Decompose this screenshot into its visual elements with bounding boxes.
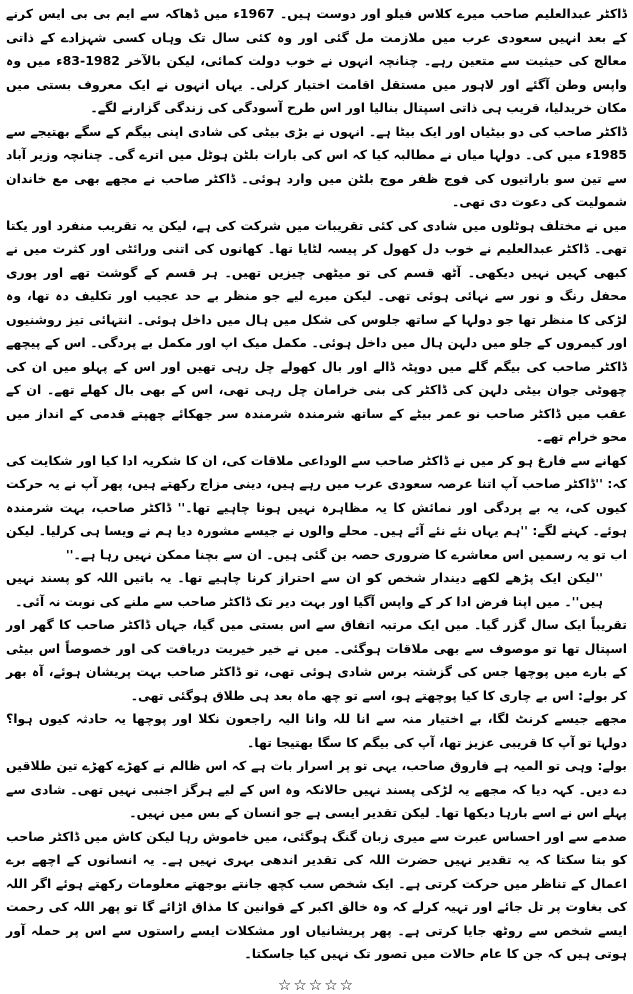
paragraph-1: ڈاکٹر عبدالعلیم صاحب میرے کلاس فیلو اور دوست ہیں۔ 1967ء میں ڈھاکہ سے ایم بی بی ایس کرنے کے بعد انہیں سعودی عرب میں ملازمت مل گئی اور وہ کئی سال تک وہاں کسی شہزادے کے ذاتی معالج کی حیثیت سے متعین رہے۔ چنانچہ انہوں نے خوب دولت کمائی، لیکن بالآخر 1982-83ء میں وہ واپس وطن آگئے اور لاہور میں مستقل اقامت اختیار کرلی۔ یہاں انہوں نے ایک معروف بستی میں مکان خریدلیا، قریب ہی ذاتی اسپتال بنالیا اور اس طرح آسودگی کی زندگی گزارنے لگے۔ [6, 6, 628, 115]
paragraph-7: مجھے جیسے کرنٹ لگا، بے اختیار منہ سے انا للہ وانا الیہ راجعون نکلا اور پوچھا یہ حادثہ کیوں ہوا؟ دولہا تو آپ کا قریبی عزیز تھا، آپ کی بیگم کا سگا بھتیجا تھا۔ [6, 711, 627, 750]
star-divider: ☆☆☆☆☆ [277, 975, 356, 994]
paragraph-9: صدمے سے اور احساس عبرت سے میری زبان گنگ ہوگئی، میں خاموش رہا لیکن کاش میں ڈاکٹر صاحب کو بتا سکتا کہ یہ تقدیر نہیں حضرت اللہ کی تقدیر اندھی بہری نہیں ہے۔ یہ انسانوں کے اچھے برے اعمال کے تناظر میں حرکت کرتی ہے۔ ایک شخص سب کچھ جانتے بوجھتے معلومات رکھتے ہوئے اگر اللہ کی بغاوت پر تل جائے اور تہیہ کرلے کہ وہ خالق اکبر کے قوانین کا مذاق اڑائے گا تو پھر اللہ کی رحمت ایسے شخص سے روٹھ جایا کرتی ہے۔ پھر پریشانیاں اور مشکلات ایسے راستوں سے اس پر حملہ آور ہوتی ہیں کہ جن کا عام حالات میں تصور تک نہیں کیا جاسکتا۔ [6, 828, 627, 961]
paragraph-8: بولے: وہی تو المیہ ہے فاروق صاحب، یہی تو پر اسرار بات ہے کہ اس ظالم نے کھڑے کھڑے تین طلاقیں دے دیں۔ کہہ دیا کہ مجھے یہ لڑکی پسند نہیں حالانکہ وہ اس کے لیے ہرگز اجنبی نہیں تھی۔ شادی سے پہلے اس نے اسے بارہا دیکھا تھا۔ لیکن تقدیر ایسی ہے جو انسان کے بس میں نہیں۔ [6, 758, 627, 820]
paragraph-3: میں نے مختلف ہوٹلوں میں شادی کی کئی تقریبات میں شرکت کی ہے، لیکن یہ تقریب منفرد اور یکتا تھی۔ ڈاکٹر عبدالعلیم نے خوب دل کھول کر پیسہ لٹایا تھا۔ کھانوں کی اتنی ورائٹی اور کثرت میں نے کبھی کہیں نہیں دیکھی۔ آٹھ قسم کی تو میٹھی چیزیں تھیں۔ ہر قسم کے گوشت تھے اور پوری محفل رنگ و نور سے نہائی ہوئی تھی۔ لیکن میرے لیے جو منظر بے حد عجیب اور تکلیف دہ تھا، وہ لڑکی کا منظر تھا جو دولہا کے ساتھ جلوس کی شکل میں ہال میں داخل ہوئی۔ انتہائی تیز روشنیوں اور کیمروں کے جلو میں دلہن ہال میں داخل ہوئی۔ مکمل میک اپ اور مکمل بے پردگی۔ اس کے پیچھے ڈاکٹر صاحب کی بیگم گلے میں دوپٹہ ڈالے اور بال کھولے چل رہی تھیں اور اس کے پہلو میں ان کی چھوٹی جوان بیٹی دلہن کی ڈاکٹر کی بنی خرامان چل رہی تھی، اس کے بھی بال کھلے تھے۔ ان کے عقب میں ڈاکٹر صاحب نو عمر بیٹے کے ساتھ شرمندہ شرمندہ سر جھکائے چھپتے قدمی کے انداز میں محو خرام تھے۔ [6, 217, 627, 444]
paragraph-2: ڈاکٹر صاحب کی دو بیٹیاں اور ایک بیٹا ہے۔ انہوں نے بڑی بیٹی کی شادی اپنی بیگم کے سگے بھتیجے سے 1985ء میں کی۔ دولہا میاں نے مطالبہ کیا کہ اس کی بارات بلٹن ہوٹل میں اترے گی۔ چنانچہ وزیر آباد سے تین سو باراتیوں کی فوج ظفر موج بلٹن میں وارد ہوئی۔ ڈاکٹر صاحب نے مجھے بھی مع خاندان شمولیت کی دعوت دی تھی۔ [6, 123, 627, 209]
paragraph-6: تقریباً ایک سال گزر گیا۔ میں ایک مرتبہ اتفاق سے اس بستی میں گیا، جہاں ڈاکٹر صاحب کا گھر اور اسپتال تھا تو موصوف سے بھی ملاقات ہوگئی۔ میں نے خیر خیریت دریافت کی اور خصوصاً اس بیٹی کے بارے میں پوچھا جس کی گزشتہ برس شادی ہوئی تھی، تو ڈاکٹر صاحب بہت پریشان ہوئے، آہ بھر کر بولے: اس بے چاری کا کیا پوچھتے ہو، اسے تو چھ ماہ بعد ہی طلاق ہوگئی تھی۔ [6, 617, 627, 703]
paragraph-4: کھانے سے فارغ ہو کر میں نے ڈاکٹر صاحب سے الوداعی ملاقات کی، ان کا شکریہ ادا کیا اور شکایت کی کہ: ''ڈاکٹر صاحب آپ اتنا عرصہ سعودی عرب میں رہے ہیں، دینی مزاج رکھتے ہیں، پھر آپ نے یہ حرکت کیوں کی، یہ بے پردگی اور نمائش کا یہ مظاہرہ نہیں ہونا چاہیے تھا۔'' ڈاکٹر صاحب، بہت شرمندہ ہوئے۔ کہنے لگے: ''ہم یہاں نئے نئے آئے ہیں۔ محلے والوں نے جیسے مشورہ دیا ہم نے ویسا ہی کرلیا۔ لیکن اب تو یہ رسمیں اس معاشرے کا ضروری حصہ بن گئی ہیں۔ ان سے بچنا ممکن نہیں رہا ہے۔'' [6, 452, 627, 562]
paragraph-5: ''لیکن ایک پڑھے لکھے دیندار شخص کو ان سے احتراز کرنا چاہیے تھا۔ یہ باتیں اللہ کو پسند نہیں ہیں''۔ میں اپنا فرض ادا کر کے واپس آگیا اور بہت دیر تک ڈاکٹر صاحب سے ملنے کی نوبت نہ آئی۔ [6, 570, 603, 609]
